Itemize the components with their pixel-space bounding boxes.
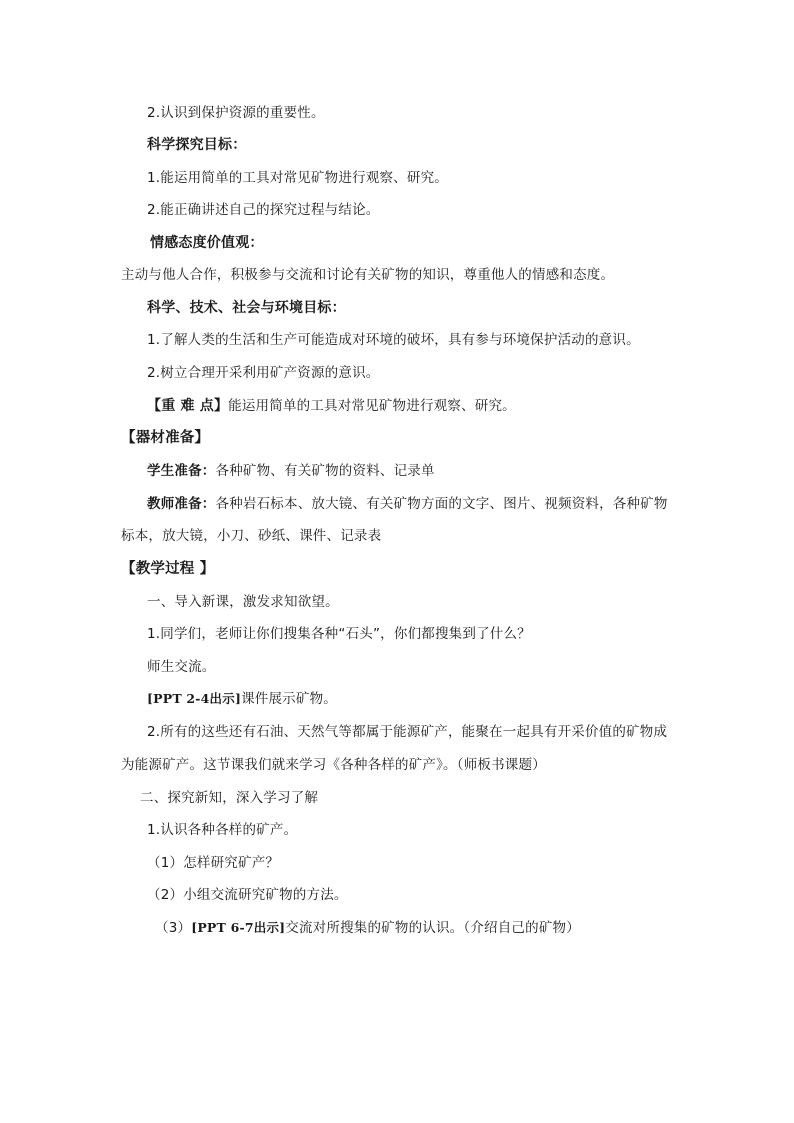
emotion-text: 主动与他人合作，积极参与交流和讨论有关矿物的知识，尊重他人的情感和态度。 [121,267,615,283]
part2-title: 二、探究新知，深入学习了解 [140,790,319,806]
science-inquiry-heading: 科学探究目标： [147,137,247,153]
process-heading: 【教学过程 】 [121,561,215,577]
student-prep-text: 各种矿物、有关矿物的资料、记录单 [215,463,435,479]
ppt-a-text: 课件展示矿物。 [241,691,337,707]
part1-item-2-line1: 2.所有的这些还有石油、天然气等都属于能源矿产，能聚在一起具有开采价值的矿物成 [147,724,668,740]
teacher-prep-text-2: 标本，放大镜，小刀、砂纸、课件、记录表 [121,528,382,544]
part2-sub-1: （1）怎样研究矿产？ [147,855,280,871]
ppt-b-tag: [PPT 6-7出示] [191,920,286,935]
part1-title: 一、导入新课，激发求知欲望。 [147,594,339,610]
objective-item-2: 2.认识到保护资源的重要性。 [147,105,325,121]
part2-sub-3-line [155,918,580,938]
materials-heading: 【器材准备】 [121,430,210,446]
ppt-a-line [147,689,337,709]
sts-item-1: 1.了解人类的生活和生产可能造成对环境的破坏，具有参与环境保护活动的意识。 [147,332,640,348]
part2-sub-3-prefix: （3） [155,920,192,936]
student-prep-label: 学生准备： [147,463,216,479]
ppt-a-tag: [PPT 2-4出示] [147,691,242,706]
teacher-prep-text-1: 各种岩石标本、放大镜、有关矿物方面的文字、图片、视频资料，各种矿物 [215,496,668,512]
teacher-prep-line [147,494,668,514]
part1-item-1: 1.同学们，老师让你们搜集各种“石头”，你们都搜集到了什么？ [147,626,531,642]
part1-item-2-line2: 为能源矿产。这节课我们就来学习《各种各样的矿产》。（师板书课题） [121,757,546,773]
ppt-b-text: 交流对所搜集的矿物的认识。（介绍自己的矿物） [285,920,580,936]
emotion-heading: 情感态度价值观： [150,235,264,251]
key-point-text: 能运用简单的工具对常见矿物进行观察、研究。 [228,398,516,414]
science-inquiry-item-1: 1.能运用简单的工具对常见矿物进行观察、研究。 [147,170,448,186]
key-point-label: 【重 难 点】 [147,398,229,414]
science-inquiry-item-2: 2.能正确讲述自己的探究过程与结论。 [147,202,380,218]
sts-heading: 科学、技术、社会与环境目标： [147,300,346,316]
part1-exchange: 师生交流。 [147,659,216,675]
part2-item-1: 1.认识各种各样的矿产。 [147,822,298,838]
teacher-prep-label: 教师准备： [147,496,216,512]
key-point-line [147,396,516,416]
student-prep-line [147,461,435,481]
part2-sub-2: （2）小组交流研究矿物的方法。 [147,887,348,903]
sts-item-2: 2.树立合理开采利用矿产资源的意识。 [147,365,380,381]
